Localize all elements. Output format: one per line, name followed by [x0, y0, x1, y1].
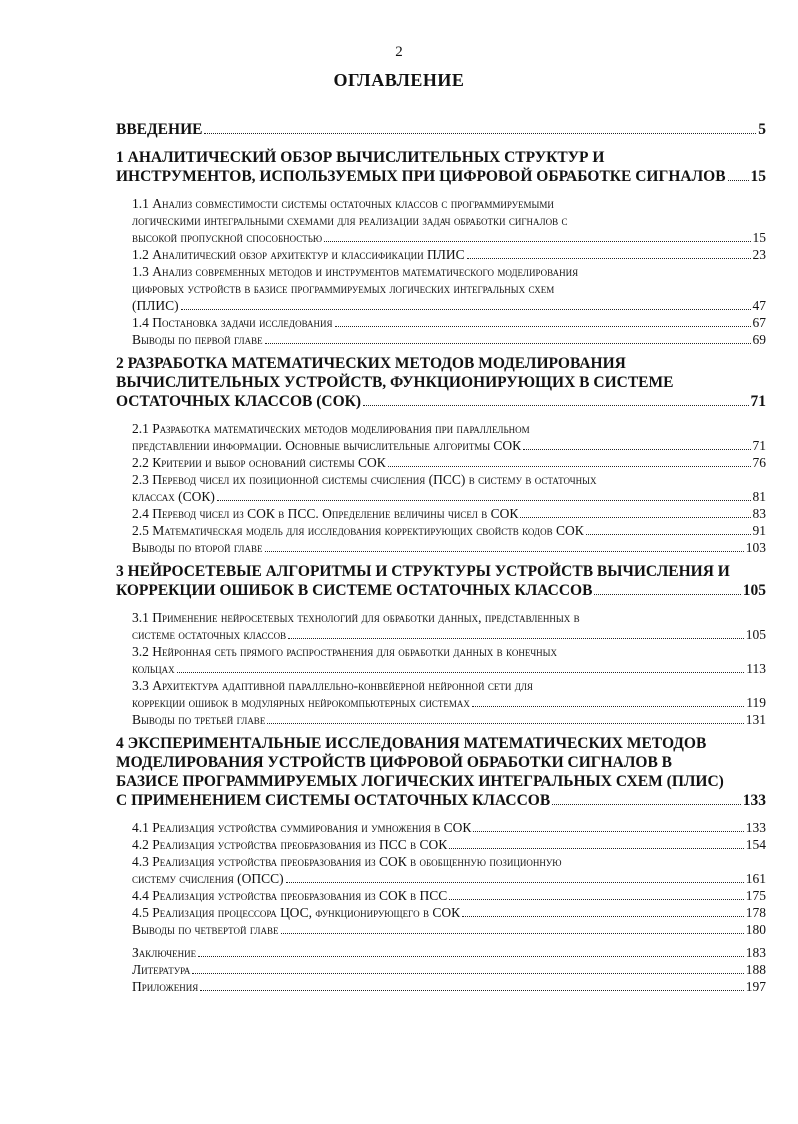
dot-leader [267, 723, 743, 724]
toc-section[interactable] [132, 420, 766, 454]
dot-leader [523, 449, 750, 450]
dot-leader [177, 672, 745, 673]
toc-line-text: ОСТАТОЧНЫХ КЛАССОВ (СОК) [116, 393, 362, 410]
page-number: 2 [395, 44, 403, 60]
toc-page-number: 178 [745, 905, 766, 920]
toc-line-text: 2.5 Математическая модель для исследования корректирующих свойств кодов СОК [132, 523, 584, 538]
dot-leader [217, 500, 751, 501]
toc-closing-item[interactable] [132, 944, 766, 961]
toc-page-number: 197 [745, 979, 766, 994]
toc-line-text: 4.2 Реализация устройства преобразования из ПСС в СОК [132, 837, 448, 852]
dot-leader [388, 466, 751, 467]
toc-section[interactable] [132, 331, 766, 348]
dot-leader [265, 343, 751, 344]
toc-line-text: Приложения [132, 979, 199, 994]
toc-page-number: 83 [752, 506, 766, 521]
toc-line-text: 3.3 Архитектура адаптивной параллельно-конвейерной нейронной сети для [132, 678, 533, 693]
toc-line-text: 2.2 Критерии и выбор оснований системы СОК [132, 455, 386, 470]
dot-leader [288, 638, 744, 639]
toc-line-text: Литература [132, 962, 191, 977]
toc-closing-item[interactable] [132, 961, 766, 978]
toc-line-text: системе остаточных классов [132, 627, 287, 642]
dot-leader [520, 517, 750, 518]
toc-line-text: кольцах [132, 661, 175, 676]
toc-line-text: Выводы по четвертой главе [132, 922, 279, 937]
toc-line-text: Выводы по первой главе [132, 332, 263, 347]
toc-page-number: 81 [752, 489, 766, 504]
toc-line-text: Заключение [132, 945, 197, 960]
toc-section[interactable] [132, 471, 766, 505]
toc-closing-item[interactable] [132, 978, 766, 995]
toc-page-number: 133 [742, 792, 766, 809]
toc-page-number: 69 [752, 332, 766, 347]
toc-line-text: ИНСТРУМЕНТОВ, ИСПОЛЬЗУЕМЫХ ПРИ ЦИФРОВОЙ ОБРАБОТКЕ СИГНАЛОВ [116, 168, 726, 185]
dot-leader [335, 326, 751, 327]
toc-page-number: 47 [752, 298, 766, 313]
toc-page-number: 76 [752, 455, 766, 470]
toc-line-text: 2.1 Разработка математических методов моделирования при параллельном [132, 421, 530, 436]
toc-intro[interactable] [116, 120, 766, 139]
toc-line-text: КОРРЕКЦИИ ОШИБОК В СИСТЕМЕ ОСТАТОЧНЫХ КЛАССОВ [116, 582, 593, 599]
toc-line-text: ВЫЧИСЛИТЕЛЬНЫХ УСТРОЙСТВ, ФУНКЦИОНИРУЮЩИХ В СИСТЕМЕ [116, 374, 674, 391]
toc-section[interactable] [132, 609, 766, 643]
toc-line-text: 3.2 Нейронная сеть прямого распространения для обработки данных в конечных [132, 644, 558, 659]
dot-leader [462, 916, 744, 917]
page-title: ОГЛАВЛЕНИЕ [333, 70, 465, 90]
dot-leader [363, 405, 748, 406]
toc-page-number: 103 [745, 540, 766, 555]
toc-section[interactable] [132, 677, 766, 711]
toc-section[interactable] [132, 522, 766, 539]
toc-line-text: 2.3 Перевод чисел их позиционной системы счисления (ПСС) в систему в остаточных [132, 472, 597, 487]
toc-page-number: 119 [746, 695, 766, 710]
toc-section[interactable] [132, 904, 766, 921]
toc-line-text: 1.4 Постановка задачи исследования [132, 315, 333, 330]
toc-chapter[interactable] [116, 148, 766, 186]
toc-section[interactable] [132, 454, 766, 471]
toc-line-text: 1.2 Аналитический обзор архитектур и классификации ПЛИС [132, 247, 465, 262]
toc-chapter[interactable] [116, 734, 766, 810]
toc-line-text: цифровых устройств в базисе программируемых логических интегральных схем [132, 281, 555, 296]
toc-line-text: 4 ЭКСПЕРИМЕНТАЛЬНЫЕ ИССЛЕДОВАНИЯ МАТЕМАТИЧЕСКИХ МЕТОДОВ [116, 735, 707, 752]
toc-line-text: 1 АНАЛИТИЧЕСКИЙ ОБЗОР ВЫЧИСЛИТЕЛЬНЫХ СТРУКТУР И [116, 149, 605, 166]
dot-leader [586, 534, 751, 535]
toc-page-number: 113 [746, 661, 766, 676]
toc-section[interactable] [132, 819, 766, 836]
dot-leader [473, 831, 743, 832]
toc-line-text: 2 РАЗРАБОТКА МАТЕМАТИЧЕСКИХ МЕТОДОВ МОДЕЛИРОВАНИЯ [116, 355, 626, 372]
dot-leader [467, 258, 751, 259]
dot-leader [472, 706, 744, 707]
toc-line-text: 4.4 Реализация устройства преобразования из СОК в ПСС [132, 888, 448, 903]
table-of-contents [116, 120, 766, 995]
toc-page-number: 131 [745, 712, 766, 727]
dot-leader [198, 956, 744, 957]
toc-section[interactable] [132, 887, 766, 904]
toc-line-text: 2.4 Перевод чисел из СОК в ПСС. Определение величины чисел в СОК [132, 506, 519, 521]
toc-page-number: 188 [745, 962, 766, 977]
toc-line-text: 3.1 Применение нейросетевых технологий для обработки данных, представленных в [132, 610, 580, 625]
toc-section[interactable] [132, 246, 766, 263]
toc-section[interactable] [132, 711, 766, 728]
toc-section[interactable] [132, 195, 766, 246]
toc-intro-page: 5 [758, 121, 766, 138]
toc-page-number: 15 [750, 168, 766, 185]
toc-line-text: Выводы по третьей главе [132, 712, 266, 727]
toc-section[interactable] [132, 921, 766, 938]
toc-line-text: 4.3 Реализация устройства преобразования из СОК в обобщенную позиционную [132, 854, 562, 869]
dot-leader [286, 882, 744, 883]
toc-section[interactable] [132, 505, 766, 522]
toc-page-number: 15 [752, 230, 766, 245]
toc-line-text: классах (СОК) [132, 489, 215, 504]
dot-leader [324, 241, 750, 242]
toc-page-number: 183 [745, 945, 766, 960]
toc-intro-title: ВВЕДЕНИЕ [116, 121, 203, 138]
toc-section[interactable] [132, 314, 766, 331]
dot-leader [552, 804, 741, 805]
toc-line-text: логическими интегральными схемами для реализации задач обработки сигналов с [132, 213, 568, 228]
toc-page-number: 161 [745, 871, 766, 886]
toc-page-number: 175 [745, 888, 766, 903]
toc-page-number: 67 [752, 315, 766, 330]
dot-leader [594, 594, 740, 595]
toc-page-number: 91 [752, 523, 766, 538]
toc-line-text: С ПРИМЕНЕНИЕМ СИСТЕМЫ ОСТАТОЧНЫХ КЛАССОВ [116, 792, 551, 809]
toc-page-number: 180 [745, 922, 766, 937]
toc-section[interactable] [132, 853, 766, 887]
dot-leader [181, 309, 751, 310]
toc-page-number: 23 [752, 247, 766, 262]
dot-leader [728, 180, 749, 181]
toc-line-text: МОДЕЛИРОВАНИЯ УСТРОЙСТВ ЦИФРОВОЙ ОБРАБОТКИ СИГНАЛОВ В [116, 754, 673, 771]
dot-leader [204, 133, 756, 134]
toc-line-text: представлении информации. Основные вычислительные алгоритмы СОК [132, 438, 522, 453]
toc-line-text: 4.1 Реализация устройства суммирования и умножения в СОК [132, 820, 472, 835]
toc-line-text: 3 НЕЙРОСЕТЕВЫЕ АЛГОРИТМЫ И СТРУКТУРЫ УСТРОЙСТВ ВЫЧИСЛЕНИЯ И [116, 563, 730, 580]
toc-page-number: 133 [745, 820, 766, 835]
toc-line-text: (ПЛИС) [132, 298, 179, 313]
toc-chapter[interactable] [116, 354, 766, 411]
toc-page-number: 71 [752, 438, 766, 453]
toc-page-number: 105 [745, 627, 766, 642]
toc-line-text: БАЗИСЕ ПРОГРАММИРУЕМЫХ ЛОГИЧЕСКИХ ИНТЕГРАЛЬНЫХ СХЕМ (ПЛИС) [116, 773, 724, 790]
toc-section[interactable] [132, 643, 766, 677]
dot-leader [449, 899, 743, 900]
dot-leader [192, 973, 743, 974]
dot-leader [449, 848, 743, 849]
toc-line-text: систему счисления (ОПСС) [132, 871, 284, 886]
dot-leader [265, 551, 744, 552]
dot-leader [200, 990, 744, 991]
toc-section[interactable] [132, 263, 766, 314]
toc-section[interactable] [132, 539, 766, 556]
toc-line-text: 4.5 Реализация процессора ЦОС, функционирующего в СОК [132, 905, 461, 920]
toc-line-text: 1.3 Анализ современных методов и инструментов математического моделирования [132, 264, 579, 279]
toc-page-number: 105 [742, 582, 766, 599]
toc-page-number: 154 [745, 837, 766, 852]
toc-line-text: высокой пропускной способностью [132, 230, 323, 245]
toc-page-number: 71 [750, 393, 766, 410]
toc-line-text: 1.1 Анализ совместимости системы остаточных классов с программируемыми [132, 196, 554, 211]
toc-line-text: Выводы по второй главе [132, 540, 263, 555]
toc-chapter[interactable] [116, 562, 766, 600]
toc-section[interactable] [132, 836, 766, 853]
toc-line-text: коррекции ошибок в модулярных нейрокомпьютерных системах [132, 695, 470, 710]
dot-leader [281, 933, 744, 934]
